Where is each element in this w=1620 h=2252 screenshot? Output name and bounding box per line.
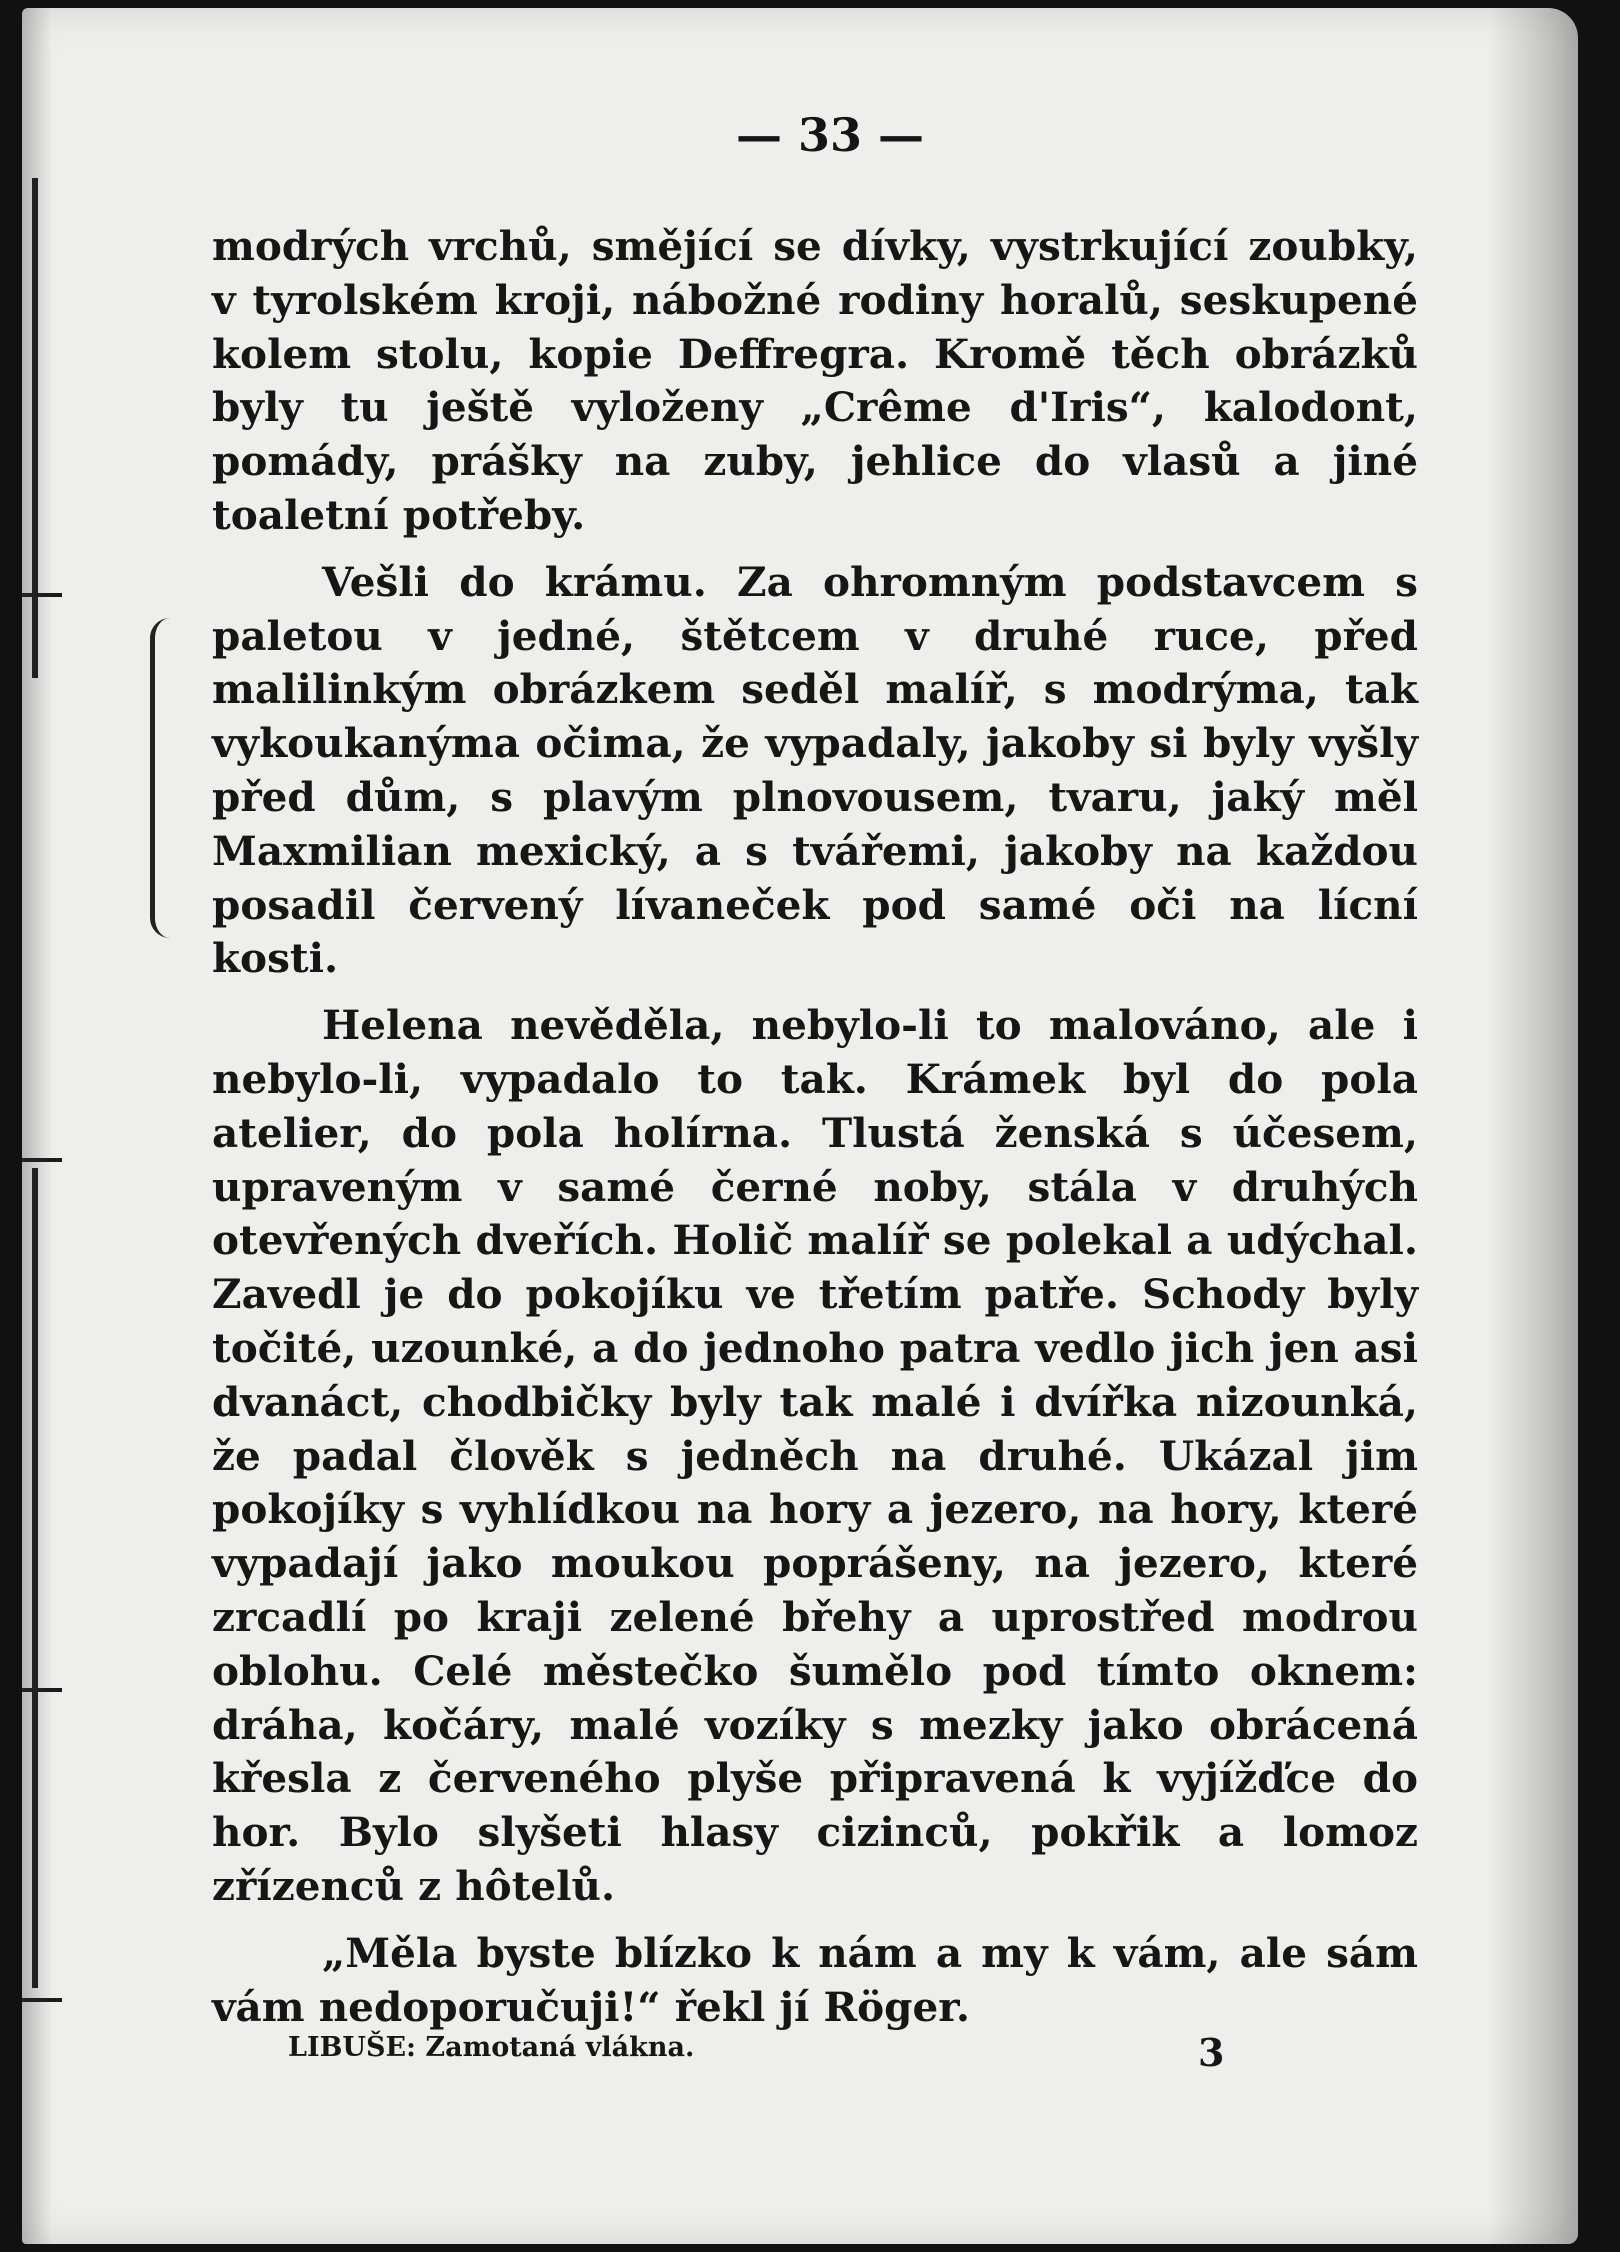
binding-tick-mark <box>22 1158 62 1162</box>
footer-signature: LIBUŠE: Zamotaná vlákna. <box>288 2032 695 2063</box>
paragraph: Helena nevěděla, nebylo-li to malováno, ale i nebylo-li, vypadalo to tak. Krámek byl do pola atelier, do pola holírna. Tlustá ženská s účesem, upraveným v samé černé noby, stála v druhých otevřených dveřích. Holič malíř se polekal a udýchal. Zavedl je do pokojíku ve třetím patře. Schody byly točité, uzounké, a do jednoho patra vedlo jich jen asi dvanáct, chodbičky byly tak malé i dvířka nizounká, že padal člověk s jedněch na druhé. Ukázal jim pokojíky s vyhlídkou na hory a jezero, na hory, které vypadají jako moukou poprášeny, na jezero, které zrcadlí po kraji zelené břehy a uprostřed modrou oblohu. Celé městečko šumělo pod tímto oknem: dráha, kočáry, malé vozíky s mezky jako obrácená křesla z červeného plyše připravená k vyjížďce do hor. Bylo slyšeti hlasy cizinců, pokřik a lomoz zřízenců z hôtelů. <box>212 1001 1418 1910</box>
body-text <box>212 220 1418 2034</box>
book-page <box>22 8 1578 2244</box>
paragraph: „Měla byste blízko k nám a my k vám, ale sám vám nedoporučuji!“ řekl jí Röger. <box>212 1928 1418 2031</box>
page-number: — 33 — <box>735 108 925 162</box>
binding-thread-mark <box>32 1168 38 1988</box>
footer-sheet-number: 3 <box>1198 2030 1225 2075</box>
binding-thread-mark <box>32 178 38 678</box>
margin-bracket-mark <box>150 618 179 938</box>
binding-tick-mark <box>22 1688 62 1692</box>
binding-tick-mark <box>22 1998 62 2002</box>
paragraph: Vešli do krámu. Za ohromným podstavcem s paletou v jedné, štětcem v druhé ruce, před malilinkým obrázkem seděl malíř, s modrýma, tak vykoukanýma očima, že vypadaly, jakoby si byly vyšly před dům, s plavým plnovousem, tvaru, jaký měl Maxmilian mexický, a s tvářemi, jakoby na každou posadil červený lívaneček pod samé oči na lícní kosti. <box>212 557 1418 983</box>
paragraph: modrých vrchů, smějící se dívky, vystrkující zoubky, v tyrolském kroji, nábožné rodiny horalů, seskupené kolem stolu, kopie Deffregra. Kromě těch obrázků byly tu ještě vyloženy „Crême d'Iris“, kalodont, pomády, prášky na zuby, jehlice do vlasů a jiné toaletní potřeby. <box>212 222 1418 539</box>
binding-tick-mark <box>22 593 62 597</box>
